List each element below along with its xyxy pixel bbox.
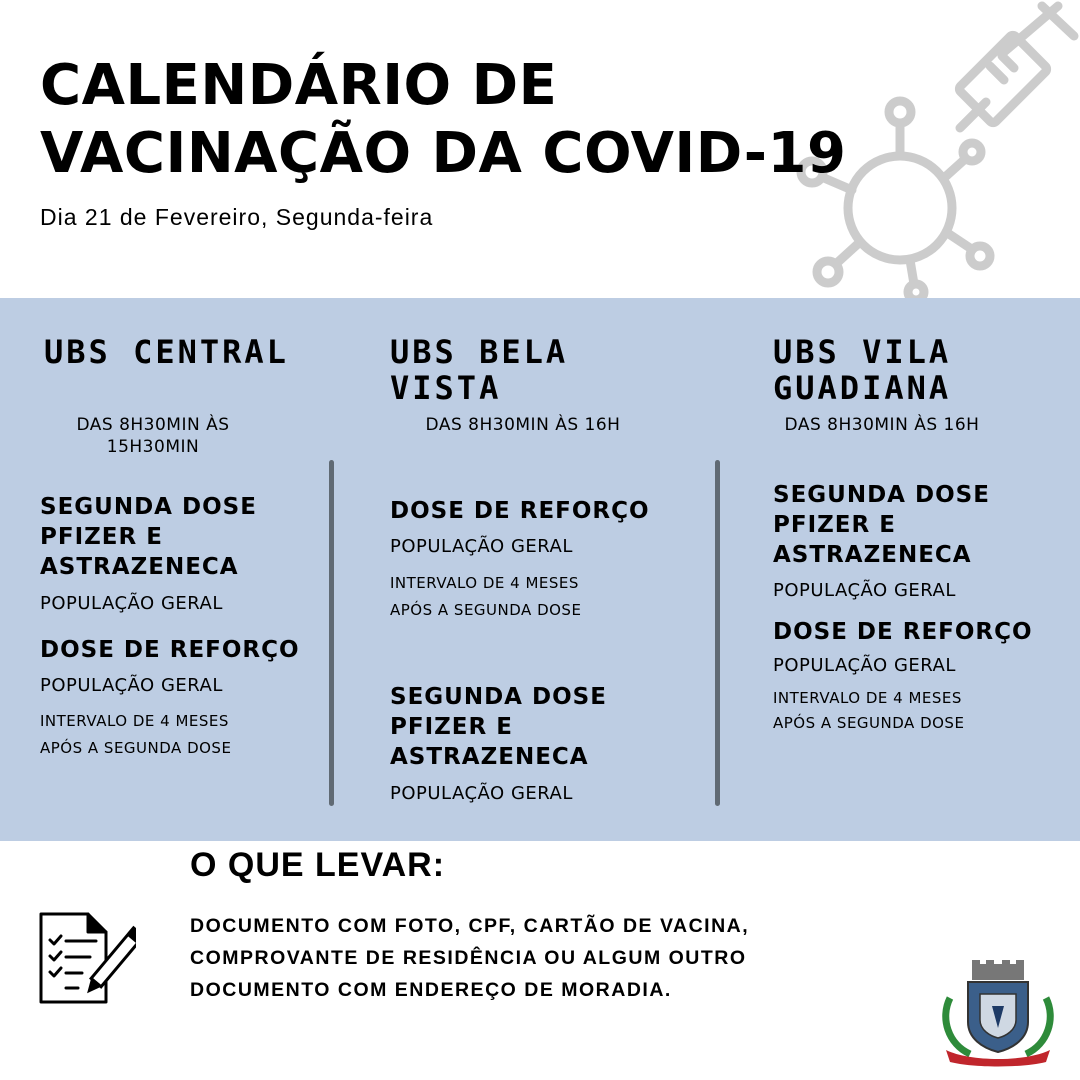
title-line-2: VACINAÇÃO DA COVID-19 [40,121,847,186]
unit-hours: DAS 8H30MIN ÀS 16H [425,415,621,435]
bring-title: O QUE LEVAR: [190,846,446,884]
dose-population: POPULAÇÃO GERAL [773,655,956,676]
bring-text: DOCUMENTO COM FOTO, CPF, CARTÃO DE VACINA, COMPROVANTE DE RESIDÊNCIA OU ALGUM OUTRO DOCUMENTO COM ENDEREÇO DE MORADIA. [190,915,750,1001]
dose-title: SEGUNDA DOSE PFIZER E ASTRAZENECA [773,482,990,568]
dose-title: SEGUNDA DOSE PFIZER E ASTRAZENECA [390,684,607,770]
dose-interval: INTERVALO DE 4 MESES APÓS A SEGUNDA DOSE [40,712,232,757]
dose-population: POPULAÇÃO GERAL [40,675,223,696]
column-divider [329,460,334,806]
dose-interval: INTERVALO DE 4 MESES APÓS A SEGUNDA DOSE [773,689,965,732]
dose-interval: INTERVALO DE 4 MESES APÓS A SEGUNDA DOSE [390,574,582,619]
page-subtitle: Dia 21 de Fevereiro, Segunda-feira [40,204,434,230]
unit-hours: DAS 8H30MIN ÀS 15H30MIN [76,415,230,457]
unit-hours: DAS 8H30MIN ÀS 16H [784,415,980,435]
unit-name: UBS CENTRAL [44,333,289,371]
unit-name: UBS VILA GUADIANA [773,333,952,407]
unit-column-bela-vista [360,298,710,841]
dose-title: DOSE DE REFORÇO [773,619,1033,645]
page-title [40,52,846,188]
column-divider [715,460,720,806]
units-panel [0,298,1080,841]
title-line-1: CALENDÁRIO DE [40,53,558,118]
dose-population: POPULAÇÃO GERAL [773,580,956,601]
dose-title: DOSE DE REFORÇO [40,637,300,663]
dose-population: POPULAÇÃO GERAL [390,783,573,804]
checklist-document-icon [36,910,136,1008]
dose-population: POPULAÇÃO GERAL [40,593,223,614]
dose-population: POPULAÇÃO GERAL [390,536,573,557]
city-coat-of-arms-icon [940,958,1056,1068]
unit-name: UBS BELA VISTA [390,333,569,407]
unit-column-vila-guadiana [745,298,1080,841]
dose-title: DOSE DE REFORÇO [390,498,650,524]
unit-column-central [0,298,330,841]
dose-title: SEGUNDA DOSE PFIZER E ASTRAZENECA [40,494,257,580]
